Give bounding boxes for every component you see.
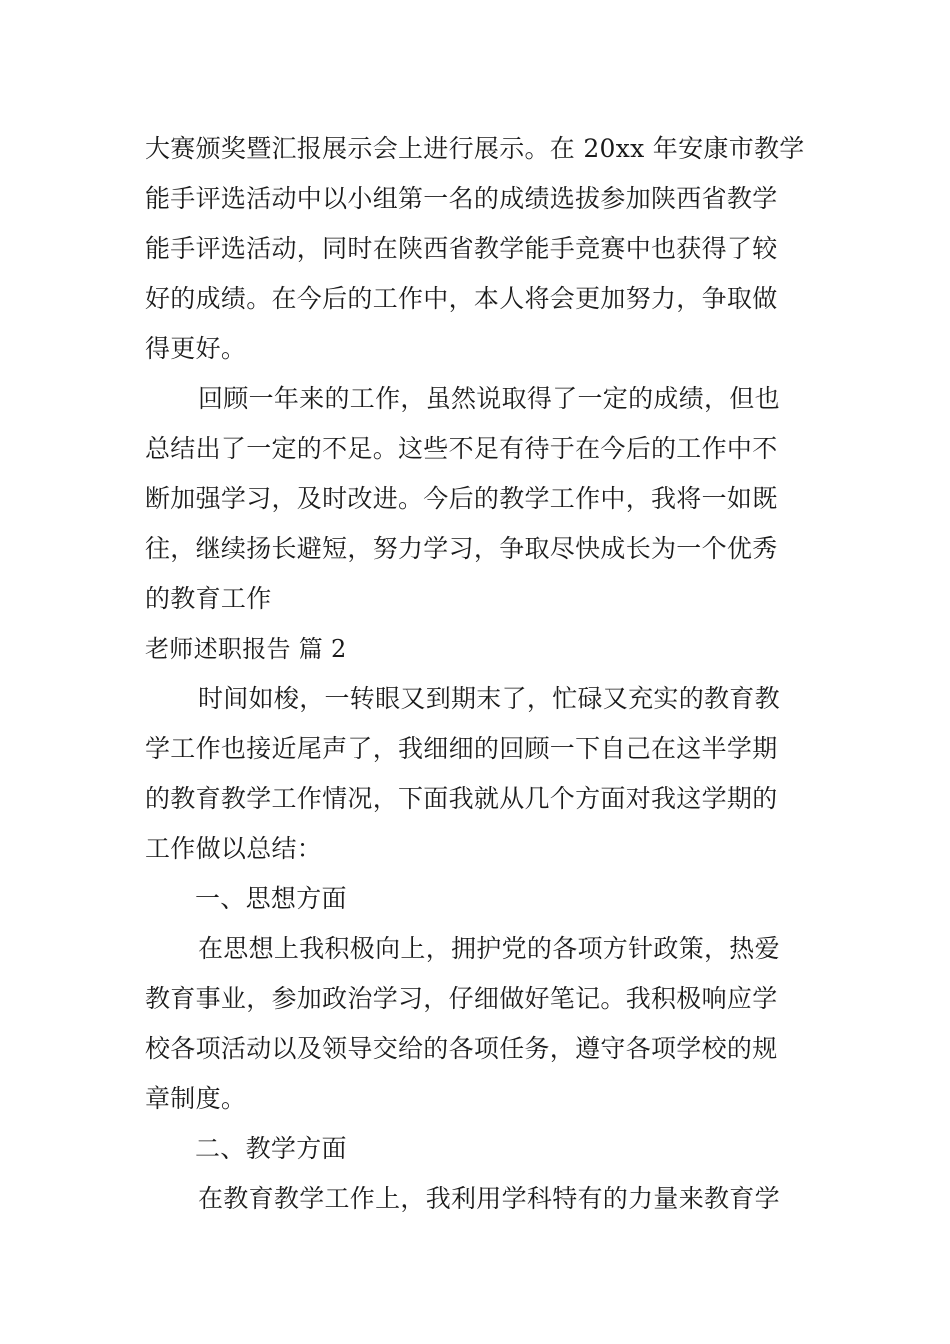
paragraph-first-line: 在教育教学工作上，我利用学科特有的力量来教育学: [198, 1184, 780, 1213]
text-line: 大赛颁奖暨汇报展示会上进行展示。在 20xx 年安康市教学: [145, 134, 805, 163]
text-line: 工作做以总结：: [145, 834, 323, 863]
text-line: 章制度。: [145, 1084, 247, 1113]
subsection-title: 二、教学方面: [195, 1134, 347, 1163]
text-line: 学工作也接近尾声了，我细细的回顾一下自己在这半学期: [145, 734, 778, 763]
text-line: 断加强学习，及时改进。今后的教学工作中，我将一如既: [145, 484, 778, 513]
section-heading: 老师述职报告 篇 2: [145, 635, 347, 663]
text-line: 往，继续扬长避短，努力学习，争取尽快成长为一个优秀: [145, 534, 778, 563]
paragraph-first-line: 时间如梭，一转眼又到期末了，忙碌又充实的教育教: [198, 684, 780, 713]
text-line: 教育事业，参加政治学习，仔细做好笔记。我积极响应学: [145, 984, 778, 1013]
text-line: 能手评选活动，同时在陕西省教学能手竞赛中也获得了较: [145, 234, 778, 263]
text-line: 校各项活动以及领导交给的各项任务，遵守各项学校的规: [145, 1034, 778, 1063]
text-line: 总结出了一定的不足。这些不足有待于在今后的工作中不: [145, 434, 778, 463]
subsection-title: 一、思想方面: [195, 884, 347, 913]
paragraph-first-line: 在思想上我积极向上，拥护党的各项方针政策，热爱: [198, 934, 780, 963]
text-line: 的教育工作: [145, 584, 272, 613]
text-line: 能手评选活动中以小组第一名的成绩选拔参加陕西省教学: [145, 184, 778, 213]
text-line: 好的成绩。在今后的工作中，本人将会更加努力，争取做: [145, 284, 778, 313]
text-line: 的教育教学工作情况，下面我就从几个方面对我这学期的: [145, 784, 778, 813]
text-line: 得更好。: [145, 334, 247, 363]
paragraph-first-line: 回顾一年来的工作，虽然说取得了一定的成绩，但也: [198, 384, 780, 413]
